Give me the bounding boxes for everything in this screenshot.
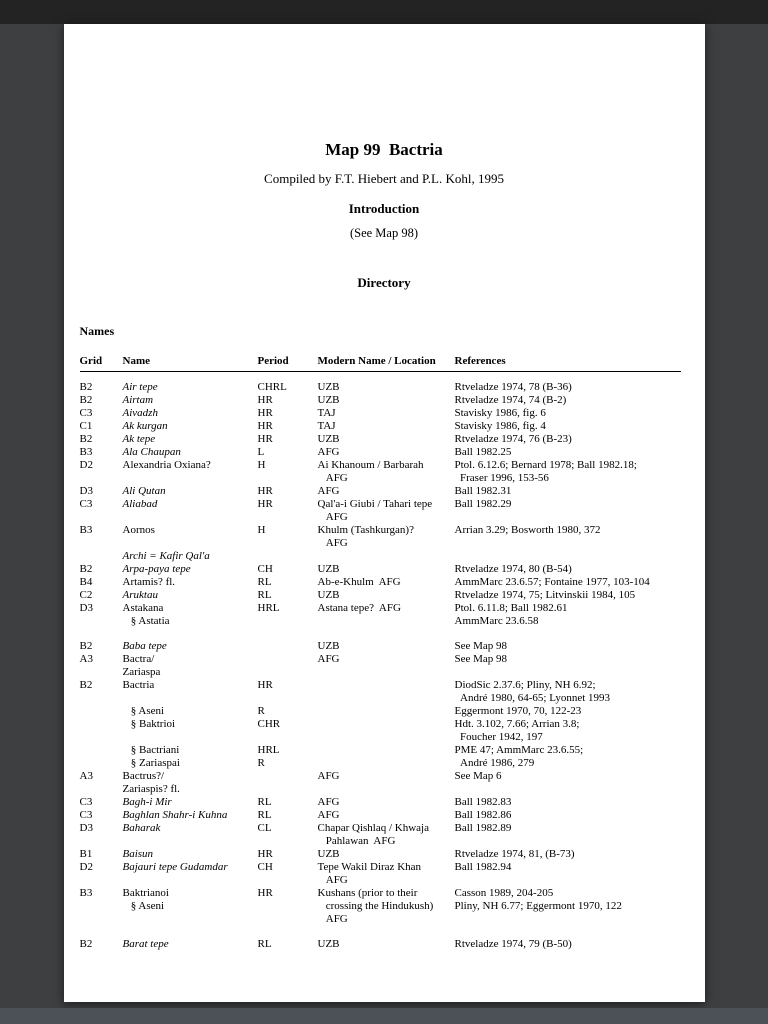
cell-grid: D2 [79, 861, 93, 873]
cell-period: H [257, 459, 266, 471]
cell-name: § Bactriani [122, 744, 180, 756]
cell-modern [318, 731, 455, 744]
table-row [80, 615, 681, 628]
spacer-row [80, 628, 681, 640]
table-row [80, 913, 681, 926]
cell-modern [318, 666, 455, 679]
cell-name: § Astatia [122, 615, 170, 627]
cell-name: Ali Qutan [122, 485, 166, 497]
cell-refs: Pliny, NH 6.77; Eggermont 1970, 122 [454, 900, 622, 912]
cell-modern: UZB [317, 433, 340, 445]
cell-modern: AFG [317, 472, 348, 484]
table-row [80, 938, 681, 951]
cell-refs [455, 666, 681, 679]
cell-name: Archi = Kafir Qal'a [122, 550, 210, 562]
header-period: Period [257, 355, 289, 367]
cell-grid: B1 [79, 848, 93, 860]
cell-modern: AFG [317, 653, 340, 665]
cell-refs: Rtveladze 1974, 75; Litvinskii 1984, 105 [454, 589, 636, 601]
cell-name: Alexandria Oxiana? [122, 459, 211, 471]
table-row [80, 900, 681, 913]
cell-period: HR [257, 394, 273, 406]
names-section-heading: Names [79, 324, 115, 338]
cell-period [258, 666, 318, 679]
table-row [80, 394, 681, 407]
cell-grid [80, 666, 123, 679]
cell-modern [318, 705, 455, 718]
cell-modern: AFG [317, 874, 348, 886]
header-references: References [454, 355, 506, 367]
cell-refs: AmmMarc 23.6.57; Fontaine 1977, 103-104 [454, 576, 650, 588]
cell-refs: See Map 98 [454, 640, 508, 652]
cell-refs: Stavisky 1986, fig. 6 [454, 407, 546, 419]
directory-heading: Directory [357, 275, 411, 290]
table-row [80, 666, 681, 679]
table-row [80, 550, 681, 563]
cell-refs: Rtveladze 1974, 81, (B-73) [454, 848, 575, 860]
cell-period: CHRL [257, 381, 287, 393]
cell-grid: B2 [79, 679, 93, 691]
cell-refs [455, 550, 681, 563]
cell-name: Ak tepe [122, 433, 156, 445]
cell-refs: Ball 1982.83 [454, 796, 512, 808]
cell-name: Baktrianoi [122, 887, 169, 899]
cell-period: HR [257, 485, 273, 497]
cell-modern: AFG [317, 485, 340, 497]
cell-name: Bactrus?/ [122, 770, 165, 782]
cell-modern: AFG [317, 809, 340, 821]
cell-modern [318, 744, 455, 757]
cell-modern [318, 550, 455, 563]
cell-grid [80, 511, 123, 524]
cell-modern: Ai Khanoum / Barbarah [317, 459, 424, 471]
cell-modern: UZB [317, 848, 340, 860]
cell-grid: B2 [79, 394, 93, 406]
table-row [80, 472, 681, 485]
cell-period [258, 511, 318, 524]
table-row [80, 576, 681, 589]
cell-name: Air tepe [122, 381, 158, 393]
cell-refs: André 1980, 64-65; Lyonnet 1993 [454, 692, 611, 704]
cell-grid [80, 783, 123, 796]
cell-name: Ak kurgan [122, 420, 168, 432]
cell-period: HR [257, 420, 273, 432]
table-row [80, 537, 681, 550]
cell-grid [80, 757, 123, 770]
cell-grid [80, 692, 123, 705]
table-row [80, 563, 681, 576]
table-row [80, 874, 681, 887]
cell-period: H [257, 524, 266, 536]
cell-period: RL [257, 809, 272, 821]
cell-refs [455, 511, 681, 524]
cell-name: Bagh-i Mir [122, 796, 172, 808]
table-row [80, 407, 681, 420]
table-row [80, 861, 681, 874]
cell-grid: B2 [79, 640, 93, 652]
compiled-by-line: Compiled by F.T. Hiebert and P.L. Kohl, 1995 [264, 171, 504, 186]
cell-period: HR [257, 498, 273, 510]
cell-refs [455, 835, 681, 848]
cell-refs [455, 537, 681, 550]
cell-name [123, 731, 258, 744]
cell-modern: UZB [317, 938, 340, 950]
header-grid: Grid [79, 355, 103, 367]
table-row [80, 498, 681, 511]
cell-period: HR [257, 433, 273, 445]
table-row [80, 783, 681, 796]
cell-grid: B4 [79, 576, 93, 588]
cell-name: Bactria [122, 679, 155, 691]
cell-refs: Rtveladze 1974, 80 (B-54) [454, 563, 572, 575]
document-page [64, 24, 705, 1002]
cell-period [258, 900, 318, 913]
cell-name: Baharak [122, 822, 161, 834]
cell-refs: Rtveladze 1974, 79 (B-50) [454, 938, 572, 950]
cell-modern: Ab-e-Khulm AFG [317, 576, 401, 588]
cell-period: RL [257, 576, 272, 588]
cell-grid [80, 472, 123, 485]
cell-name: Zariaspis? fl. [122, 783, 180, 795]
header-name: Name [122, 355, 150, 367]
page-title: Map 99 Bactria [325, 140, 443, 159]
cell-period: L [257, 446, 265, 458]
cell-grid: B2 [79, 938, 93, 950]
cell-name: Baba tepe [122, 640, 167, 652]
cell-name: Airtam [122, 394, 154, 406]
table-row [80, 589, 681, 602]
cell-grid: D3 [79, 822, 93, 834]
header-modern-name: Modern Name / Location [317, 355, 436, 367]
table-row [80, 822, 681, 835]
cell-refs: Ball 1982.89 [454, 822, 512, 834]
table-row [80, 809, 681, 822]
table-row [80, 692, 681, 705]
cell-modern: UZB [317, 394, 340, 406]
cell-name: Baisun [122, 848, 154, 860]
cell-refs: DiodSic 2.37.6; Pliny, NH 6.92; [454, 679, 596, 691]
cell-grid: B3 [79, 524, 93, 536]
table-row [80, 524, 681, 537]
table-row [80, 640, 681, 653]
table-row [80, 420, 681, 433]
table-row [80, 653, 681, 666]
cell-grid: D2 [79, 459, 93, 471]
cell-name: Artamis? fl. [122, 576, 176, 588]
cell-modern [318, 679, 455, 692]
cell-grid: B3 [79, 887, 93, 899]
cell-name: § Aseni [122, 705, 165, 717]
cell-period: CH [257, 563, 273, 575]
cell-grid: C3 [79, 407, 93, 419]
table-row [80, 705, 681, 718]
cell-name [123, 692, 258, 705]
cell-name: Bactra/ [122, 653, 155, 665]
cell-modern: AFG [317, 796, 340, 808]
cell-modern: AFG [317, 446, 340, 458]
cell-period [258, 874, 318, 887]
table-row [80, 485, 681, 498]
cell-period [258, 835, 318, 848]
table-row [80, 731, 681, 744]
cell-refs: Foucher 1942, 197 [454, 731, 543, 743]
table-row [80, 770, 681, 783]
cell-refs: Ball 1982.86 [454, 809, 512, 821]
cell-period [258, 913, 318, 926]
table-row [80, 602, 681, 615]
cell-refs: Arrian 3.29; Bosworth 1980, 372 [454, 524, 601, 536]
cell-period [258, 550, 318, 563]
cell-name: Zariaspa [122, 666, 161, 678]
cell-modern: Chapar Qishlaq / Khwaja [317, 822, 429, 834]
cell-grid: B2 [79, 433, 93, 445]
cell-refs: PME 47; AmmMarc 23.6.55; [454, 744, 584, 756]
cell-grid [80, 615, 123, 628]
cell-period: HR [257, 848, 273, 860]
cell-modern: Khulm (Tashkurgan)? [317, 524, 414, 536]
header-rule [80, 371, 681, 372]
cell-refs: Rtveladze 1974, 74 (B-2) [454, 394, 567, 406]
cell-grid: D3 [79, 602, 93, 614]
cell-name: Aruktau [122, 589, 158, 601]
cell-period: RL [257, 589, 272, 601]
cell-period: HR [257, 679, 273, 691]
cell-refs: Rtveladze 1974, 76 (B-23) [454, 433, 572, 445]
cell-modern: TAJ [317, 420, 336, 432]
cell-refs: Stavisky 1986, fig. 4 [454, 420, 546, 432]
introduction-heading: Introduction [348, 201, 420, 216]
cell-modern: UZB [317, 640, 340, 652]
cell-grid: A3 [79, 653, 93, 665]
cell-name: Barat tepe [122, 938, 169, 950]
cell-grid: B2 [79, 563, 93, 575]
cell-grid: C1 [79, 420, 93, 432]
table-row [80, 511, 681, 524]
directory-rows [80, 381, 681, 951]
cell-name: Aivadzh [122, 407, 158, 419]
cell-grid: C2 [79, 589, 93, 601]
cell-period: RL [257, 938, 272, 950]
cell-modern: TAJ [317, 407, 336, 419]
cell-refs: Ball 1982.29 [454, 498, 512, 510]
cell-grid [80, 731, 123, 744]
viewer-top-bar [0, 0, 768, 24]
table-row [80, 679, 681, 692]
cell-period: HRL [257, 602, 280, 614]
cell-name: Arpa-paya tepe [122, 563, 191, 575]
cell-grid: C3 [79, 796, 93, 808]
cell-refs: Ptol. 6.12.6; Bernard 1978; Ball 1982.18; [454, 459, 637, 471]
cell-modern: AFG [317, 913, 348, 925]
cell-refs: Rtveladze 1974, 78 (B-36) [454, 381, 572, 393]
cell-name: § Baktrioi [122, 718, 176, 730]
cell-period [258, 640, 318, 653]
cell-name: Aliabad [122, 498, 158, 510]
cell-period: CL [257, 822, 272, 834]
cell-period [258, 653, 318, 666]
cell-grid [80, 835, 123, 848]
cell-period [258, 783, 318, 796]
cell-name: § Aseni [122, 900, 165, 912]
cell-refs: Eggermont 1970, 70, 122-23 [454, 705, 582, 717]
cell-refs: Hdt. 3.102, 7.66; Arrian 3.8; [454, 718, 580, 730]
cell-period: CHR [257, 718, 281, 730]
cell-name: Baghlan Shahr-i Kuhna [122, 809, 228, 821]
table-row [80, 796, 681, 809]
cell-period [258, 472, 318, 485]
cell-modern: Tepe Wakil Diraz Khan [317, 861, 422, 873]
table-row [80, 757, 681, 770]
cell-modern: Astana tepe? AFG [317, 602, 401, 614]
cell-modern: AFG [317, 537, 348, 549]
table-row [80, 835, 681, 848]
cell-grid: A3 [79, 770, 93, 782]
spacer-row [80, 926, 681, 938]
cell-grid: D3 [79, 485, 93, 497]
table-row [80, 744, 681, 757]
cell-modern: AFG [317, 511, 348, 523]
cell-refs [455, 913, 681, 926]
cell-refs: Casson 1989, 204-205 [454, 887, 554, 899]
cell-name [123, 874, 258, 887]
cell-grid: C3 [79, 498, 93, 510]
see-map-note: (See Map 98) [349, 226, 419, 240]
cell-modern [318, 615, 455, 628]
cell-modern: Qal'a-i Giubi / Tahari tepe [317, 498, 433, 510]
cell-modern: Kushans (prior to their [317, 887, 418, 899]
cell-refs: Ptol. 6.11.8; Ball 1982.61 [454, 602, 568, 614]
cell-refs [455, 783, 681, 796]
cell-grid [80, 744, 123, 757]
cell-name: Astakana [122, 602, 164, 614]
cell-period [258, 537, 318, 550]
cell-refs: See Map 6 [454, 770, 502, 782]
viewer-bottom-bar [0, 1008, 768, 1024]
cell-grid [80, 874, 123, 887]
cell-grid [80, 900, 123, 913]
cell-name [123, 537, 258, 550]
cell-refs: André 1986, 279 [454, 757, 535, 769]
cell-period [258, 615, 318, 628]
cell-name [123, 913, 258, 926]
cell-modern [318, 692, 455, 705]
cell-modern: UZB [317, 381, 340, 393]
cell-modern: Pahlawan AFG [317, 835, 396, 847]
cell-modern [318, 783, 455, 796]
cell-modern [318, 757, 455, 770]
table-row [80, 459, 681, 472]
cell-refs: Ball 1982.25 [454, 446, 512, 458]
table-row [80, 433, 681, 446]
cell-grid: B3 [79, 446, 93, 458]
cell-grid [80, 537, 123, 550]
cell-refs: AmmMarc 23.6.58 [454, 615, 539, 627]
cell-period: CH [257, 861, 273, 873]
cell-period: HR [257, 887, 273, 899]
table-row [80, 848, 681, 861]
cell-refs [455, 874, 681, 887]
cell-name [123, 835, 258, 848]
cell-period: HRL [257, 744, 280, 756]
table-row [80, 718, 681, 731]
cell-period [258, 692, 318, 705]
cell-name [123, 472, 258, 485]
directory-table [80, 355, 681, 951]
cell-period: HR [257, 407, 273, 419]
cell-period: R [257, 757, 265, 769]
cell-refs: See Map 98 [454, 653, 508, 665]
table-row [80, 446, 681, 459]
table-row [80, 887, 681, 900]
cell-grid [80, 718, 123, 731]
table-row [80, 381, 681, 394]
cell-refs: Fraser 1996, 153-56 [454, 472, 549, 484]
cell-name: Aornos [122, 524, 155, 536]
cell-modern: AFG [317, 770, 340, 782]
cell-grid [80, 913, 123, 926]
cell-period [258, 731, 318, 744]
cell-name: § Zariaspai [122, 757, 180, 769]
cell-grid [80, 705, 123, 718]
cell-grid [80, 550, 123, 563]
directory-table-header [80, 355, 681, 368]
cell-grid: B2 [79, 381, 93, 393]
cell-modern: crossing the Hindukush) [317, 900, 434, 912]
cell-grid: C3 [79, 809, 93, 821]
cell-name: Ala Chaupan [122, 446, 181, 458]
cell-refs: Ball 1982.94 [454, 861, 512, 873]
cell-period [258, 770, 318, 783]
cell-name: Bajauri tepe Gudamdar [122, 861, 228, 873]
cell-modern: UZB [317, 563, 340, 575]
cell-name [123, 511, 258, 524]
cell-modern [318, 718, 455, 731]
cell-period: R [257, 705, 265, 717]
cell-refs: Ball 1982.31 [454, 485, 512, 497]
cell-period: RL [257, 796, 272, 808]
cell-modern: UZB [317, 589, 340, 601]
